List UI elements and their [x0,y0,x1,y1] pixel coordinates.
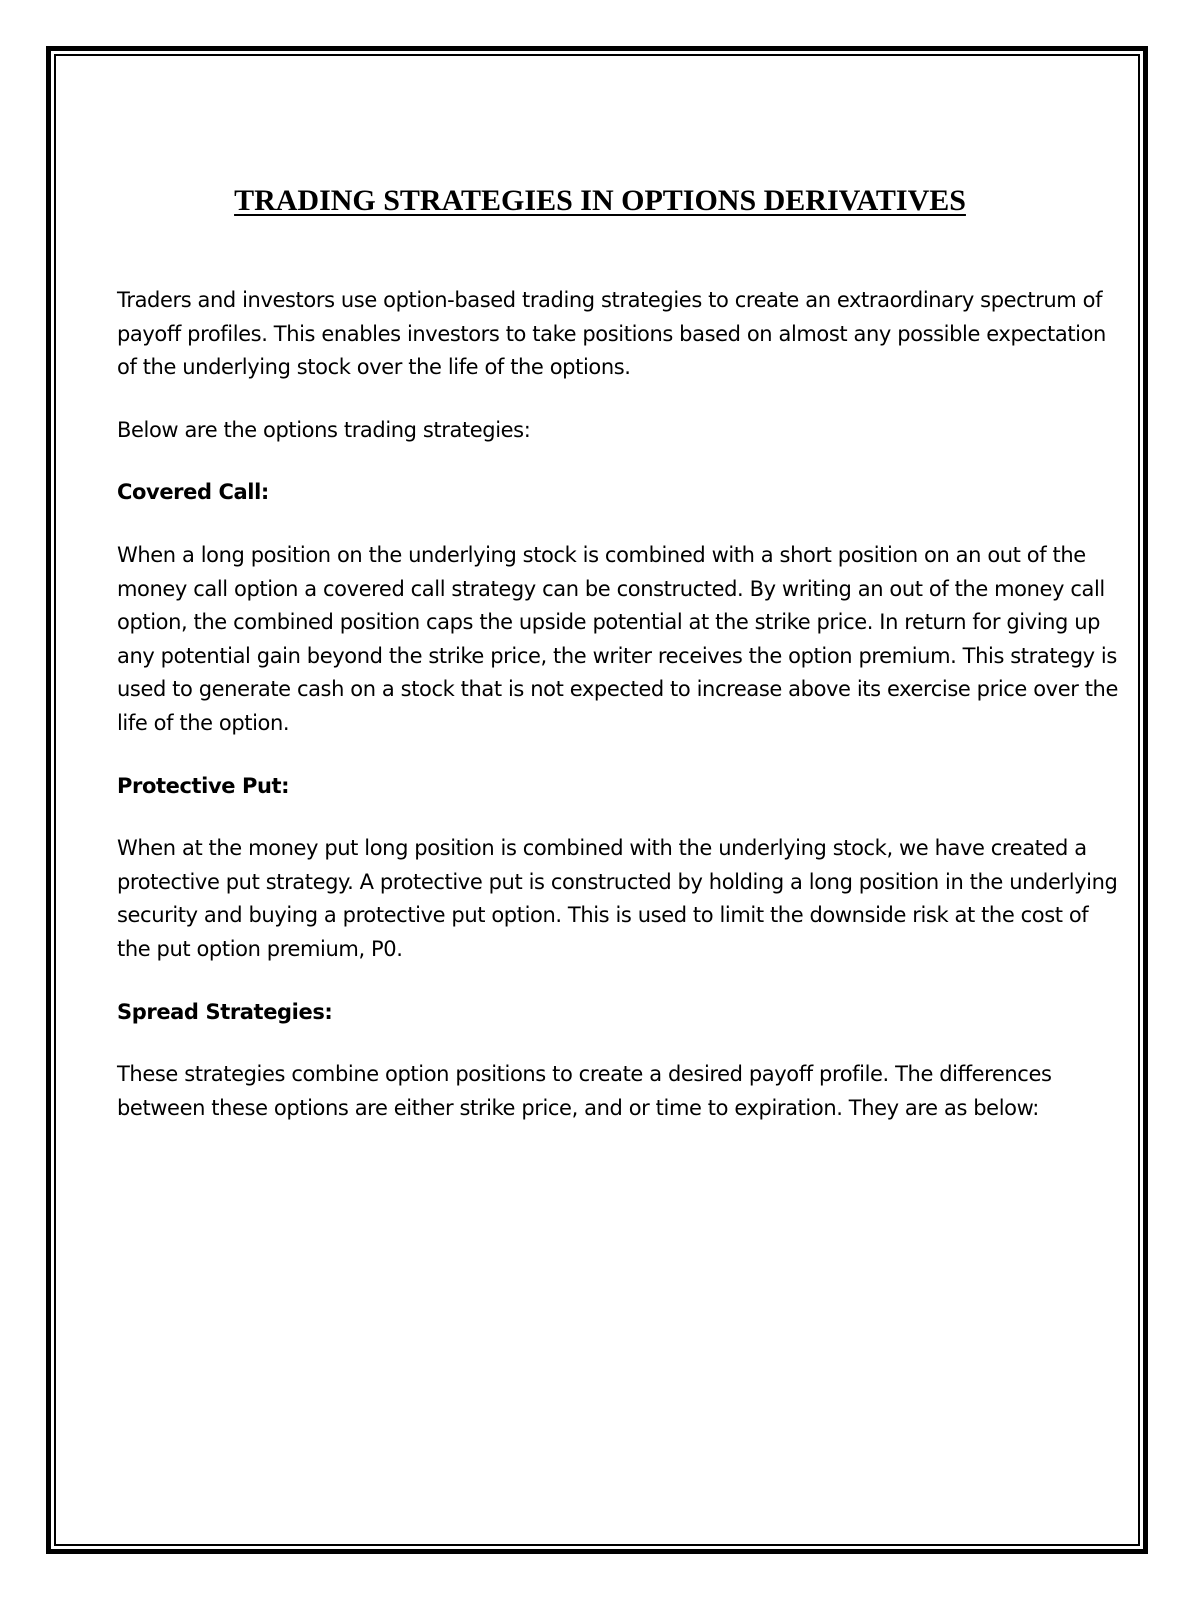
document-body [117,284,1127,1154]
intro-paragraph: Traders and investors use option-based trading strategies to create an extraordinary spectrum of payoff profiles. This enables investors to take positions based on almost any possible expectation of the underlying stock over the life of the options. [117,288,1106,380]
section-body-covered-call: When a long position on the underlying stock is combined with a short position on an out of the money call option a covered call strategy can be constructed. By writing an out of the money call option, the combined position caps the upside potential at the strike price. In return for giving up any potential gain beyond the strike price, the writer receives the option premium. This strategy is used to generate cash on a stock that is not expected to increase above its exercise price over the life of the option. [117,542,1118,735]
document-title: TRADING STRATEGIES IN OPTIONS DERIVATIVES [234,184,966,217]
section-body-spread-strategies: These strategies combine option positions to create a desired payoff profile. The differences between these options are either strike price, and or time to expiration. They are as below: [117,1062,1052,1120]
section-heading-spread-strategies: Spread Strategies: [117,999,333,1024]
section-heading-protective-put: Protective Put: [117,773,290,798]
lead-in-paragraph: Below are the options trading strategies: [117,417,531,442]
section-heading-covered-call: Covered Call: [117,480,269,505]
section-body-protective-put: When at the money put long position is combined with the underlying stock, we have created a protective put strategy. A protective put is constructed by holding a long position in the underlying security and buying a protective put option. This is used to limit the downside risk at the cost of the put option premium, P0. [117,836,1118,961]
